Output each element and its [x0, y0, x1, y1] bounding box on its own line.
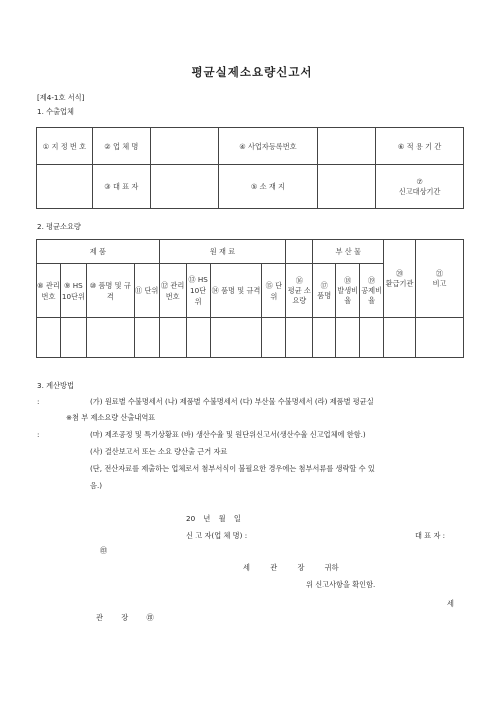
apply-period-label: ⑥ 적 용 기 간 [376, 128, 464, 165]
col-mgmt-no: ⑧ 관리 번호 [37, 264, 61, 318]
company-name-value [150, 128, 218, 165]
designation-no-value [37, 165, 93, 209]
group-product: 제 품 [37, 240, 160, 264]
col-mgmt-no2: ⑫ 관리 번호 [159, 264, 186, 318]
customs-recipient: 세 관 장 귀하 [243, 563, 339, 572]
confirmation-note: 위 신고사항을 확인함. [306, 580, 376, 589]
calc-line-2: ※첨 부 제소요량 산출내역표 [66, 413, 156, 422]
calc-line-4: (사) 결산보고서 또는 소요 량산출 근거 자료 [90, 447, 228, 456]
biz-reg-no-value [318, 128, 376, 165]
col-name-spec: ⑩ 품명 및 규격 [86, 264, 134, 318]
designation-no-label: ① 지 정 번 호 [37, 128, 93, 165]
calc-colon-1: : [37, 397, 40, 406]
calc-line-1: (가) 원료별 수불명세서 (나) 제품별 수불명세서 (다) 부산물 수불명세서 (라) 제품별 평균실 [90, 397, 374, 406]
col-deduct-rate: ⑲ 공제비율 [360, 264, 384, 318]
form-code: [제4-1호 서식] [37, 93, 85, 102]
exporter-table [36, 127, 464, 209]
page-title: 평균실제소요량신고서 [191, 65, 313, 79]
section1-heading: 1. 수출업체 [37, 107, 74, 116]
location-value [318, 165, 376, 209]
refund-agency-header: ⑳ 환급기관 [384, 240, 416, 318]
col-hs2: ⑬ HS 10단위 [186, 264, 210, 318]
customs-short: 세 [447, 599, 454, 608]
avg-requirement-table [36, 239, 464, 358]
table-row [37, 318, 464, 358]
section2-heading: 2. 평균소요량 [37, 222, 81, 231]
col-hs: ⑨ HS 10단위 [60, 264, 86, 318]
col-unit: ⑪ 단위 [134, 264, 159, 318]
report-period-label: ⑦ 신고대상기간 [376, 165, 464, 209]
col-occur-rate: ⑱ 발생비율 [336, 264, 360, 318]
col-name-spec2: ⑭ 품명 및 규격 [210, 264, 262, 318]
representative-value [150, 165, 218, 209]
representative-label: ③ 대 표 자 [92, 165, 150, 209]
representative-sign-label: 대 표 자 : [415, 531, 446, 540]
calc-line-5: (단, 전산자료를 제출하는 업체로서 첨부서식이 불필요한 경우에는 첨부서류를 생략할 수 있 [90, 464, 375, 473]
applicant-label: 신 고 자(업 체 명) : [186, 531, 248, 540]
remark-header: ㉑ 비고 [416, 240, 464, 318]
report-date: 20 년 월 일 [186, 514, 241, 523]
biz-reg-no-label: ④ 사업자등록번호 [218, 128, 318, 165]
company-name-label: ② 업 체 명 [92, 128, 150, 165]
calc-line-3: (마) 제조공정 및 특기상황표 (바) 생산수율 및 원단위신고서(생산수율 신고업체에 한함.) [90, 430, 366, 439]
avg-req-group-cell [286, 240, 313, 264]
seal-mark: ㊞ [100, 546, 108, 555]
group-material: 원 재 료 [159, 240, 286, 264]
group-byproduct: 부 산 물 [313, 240, 384, 264]
col-byproduct-name: ⑰ 품명 [313, 264, 336, 318]
calc-colon-2: : [37, 430, 40, 439]
calc-line-6: 음.) [90, 481, 103, 490]
col-unit2: ⑮ 단위 [262, 264, 286, 318]
location-label: ⑤ 소 재 지 [218, 165, 318, 209]
section3-heading: 3. 계산방법 [37, 381, 74, 390]
col-avg-req: ⑯ 평균 소요량 [286, 264, 313, 318]
customs-chief-sign: 관 장 ㊞ [96, 613, 154, 622]
